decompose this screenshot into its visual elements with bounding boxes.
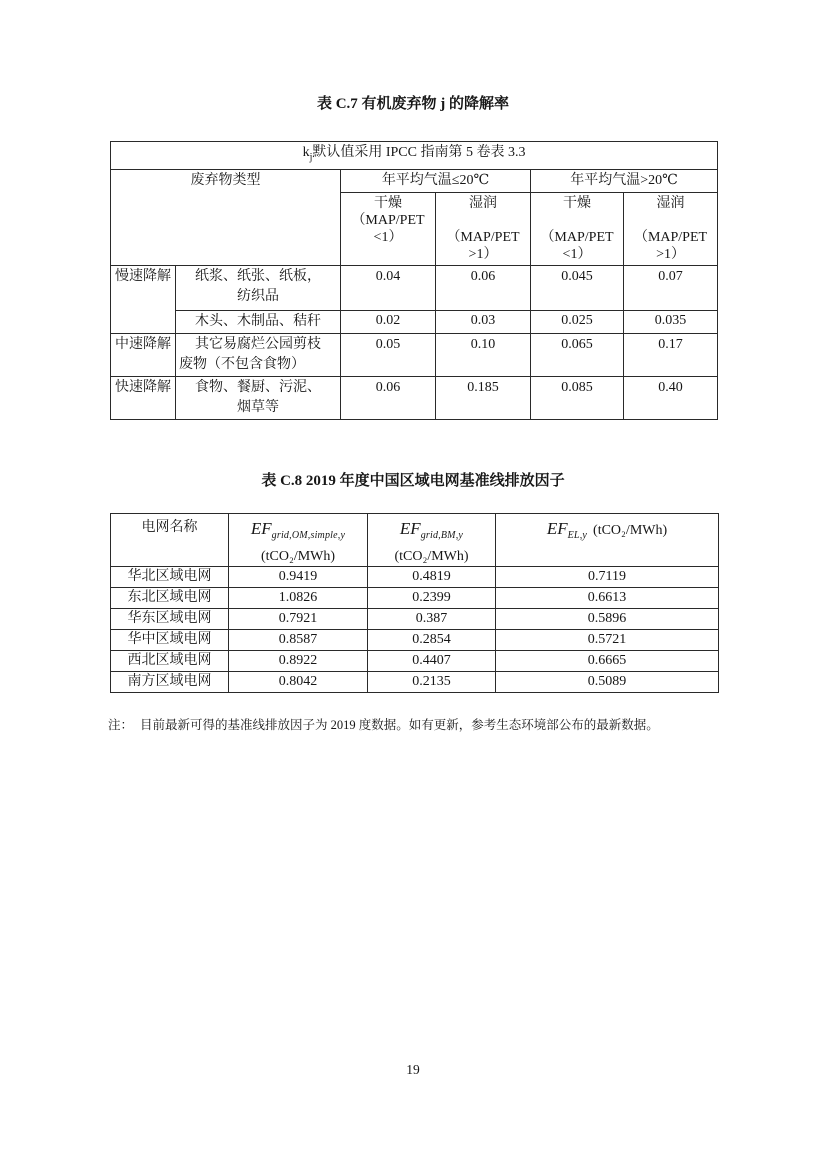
grid-name-cell: 东北区域电网 [111,587,229,608]
value-cell: 0.7921 [229,608,368,629]
subheader-line: 湿润 [656,195,685,211]
material-line: 食物、餐厨、污泥、 [195,379,321,395]
value-cell: 0.2135 [368,671,496,692]
value-cell: 0.17 [624,333,718,376]
value-cell: 0.045 [531,265,624,310]
col-header-dry-gt20 [531,192,624,265]
subheader-line: （MAP/PET [540,229,614,245]
row-material [176,310,341,333]
table-row [111,608,719,629]
ef-symbol: EF [546,518,568,538]
value-cell: 0.07 [624,265,718,310]
subheader-line: <1） [373,229,403,245]
footnote-label: 注： [108,717,134,732]
table-row [111,333,718,376]
table-row [111,671,719,692]
value-cell: 0.40 [624,376,718,419]
value-cell: 0.5896 [496,608,719,629]
ef-subscript: grid,BM,y [420,529,464,541]
material-line: 纸浆、纸张、纸板， [195,268,321,284]
row-material [176,376,341,419]
value-cell: 1.0826 [229,587,368,608]
table-c8-grid-emission-factors [110,513,719,693]
col-header-wet-gt20 [624,192,718,265]
value-cell: 0.2399 [368,587,496,608]
row-category-slow: 慢速降解 [111,265,176,333]
col-header-dry-le20 [341,192,436,265]
table-row [111,650,719,671]
table-row [111,142,718,170]
value-cell: 0.025 [531,310,624,333]
grid-name-cell: 南方区域电网 [111,671,229,692]
subheader-line: （MAP/PET [633,229,708,245]
col-header-waste-type: 废弃物类型 [111,169,341,265]
material-line: 烟草等 [237,399,279,415]
grid-name-cell: 华中区域电网 [111,629,229,650]
table-row [111,629,719,650]
ef-unit: (tCO₂/MWh) [394,548,469,564]
subheader-line [627,212,714,229]
subheader-line [534,212,620,229]
value-cell: 0.185 [436,376,531,419]
row-material [176,265,341,310]
value-cell: 0.6665 [496,650,719,671]
subheader-line: 干燥 [374,195,402,211]
value-cell: 0.035 [624,310,718,333]
value-cell: 0.8042 [229,671,368,692]
subheader-line: （MAP/PET [446,229,520,245]
value-cell: 0.03 [436,310,531,333]
table-c7-source-note [111,142,718,170]
subheader-line: 干燥 [563,195,591,211]
value-cell: 0.8922 [229,650,368,671]
kj-source-text: 默认值采用 IPCC 指南第 5 卷表 3.3 [312,145,526,160]
value-cell: 0.8587 [229,629,368,650]
value-cell: 0.04 [341,265,436,310]
material-line: 木头、木制品、秸秆 [195,313,321,329]
ef-symbol: EF [399,518,421,538]
value-cell: 0.2854 [368,629,496,650]
subheader-line: （MAP/PET [351,212,425,228]
value-cell: 0.387 [368,608,496,629]
grid-name-header-text: 电网名称 [141,519,198,535]
subheader-line: >1） [656,246,685,262]
grid-name-cell: 华北区域电网 [111,566,229,587]
col-header-grid-name [111,513,229,566]
value-cell: 0.9419 [229,566,368,587]
material-line: 其它易腐烂公园剪枝 [195,336,321,352]
table-row [111,566,719,587]
table-row [111,169,718,192]
kj-symbol-base: k [302,145,310,160]
ef-subscript: grid,OM,simple,y [271,529,346,541]
grid-name-cell: 西北区域电网 [111,650,229,671]
col-header-temp-le-20: 年平均气温≤20℃ [341,169,531,192]
material-line: 废物（不包含食物） [179,356,305,372]
ef-symbol: EF [250,518,272,538]
table-row [111,513,719,566]
table-c7-degradation-rates [110,141,718,420]
value-cell: 0.7119 [496,566,719,587]
subheader-line: <1） [562,246,592,262]
table-row [111,376,718,419]
row-material [176,333,341,376]
ef-unit: (tCO₂/MWh) [260,548,336,564]
value-cell: 0.02 [341,310,436,333]
value-cell: 0.4407 [368,650,496,671]
value-cell: 0.085 [531,376,624,419]
footnote [108,717,826,734]
table-row [111,587,719,608]
subheader-line [344,246,432,263]
subheader-line [439,212,527,229]
table-c7-title: 表 C.7 有机废弃物 j 的降解率 [316,96,510,112]
value-cell: 0.05 [341,333,436,376]
ef-unit: (tCO₂/MWh) [593,522,668,538]
ef-subscript: EL,y [567,529,588,541]
value-cell: 0.06 [341,376,436,419]
table-row [111,265,718,310]
col-header-ef-om [229,513,368,566]
value-cell: 0.6613 [496,587,719,608]
table-c8-title: 表 C.8 2019 年度中国区域电网基准线排放因子 [261,472,565,489]
col-header-ef-bm [368,513,496,566]
footnote-text: 目前最新可得的基准线排放因子为 2019 度数据。如有更新，参考生态环境部公布的最新数据。 [140,717,659,732]
value-cell: 0.5089 [496,671,719,692]
row-category-medium: 中速降解 [111,333,176,376]
value-cell: 0.065 [531,333,624,376]
value-cell: 0.10 [436,333,531,376]
subheader-line: 湿润 [469,195,497,211]
subheader-line: >1） [468,246,498,262]
table-row [111,310,718,333]
col-header-wet-le20 [436,192,531,265]
row-category-fast: 快速降解 [111,376,176,419]
col-header-ef-el [496,513,719,566]
kj-symbol-subscript: j [309,151,313,163]
material-line: 纺织品 [237,288,279,304]
col-header-temp-gt-20: 年平均气温>20℃ [531,169,718,192]
value-cell: 0.4819 [368,566,496,587]
grid-name-cell: 华东区域电网 [111,608,229,629]
value-cell: 0.5721 [496,629,719,650]
page-number: 19 [406,1062,420,1077]
value-cell: 0.06 [436,265,531,310]
